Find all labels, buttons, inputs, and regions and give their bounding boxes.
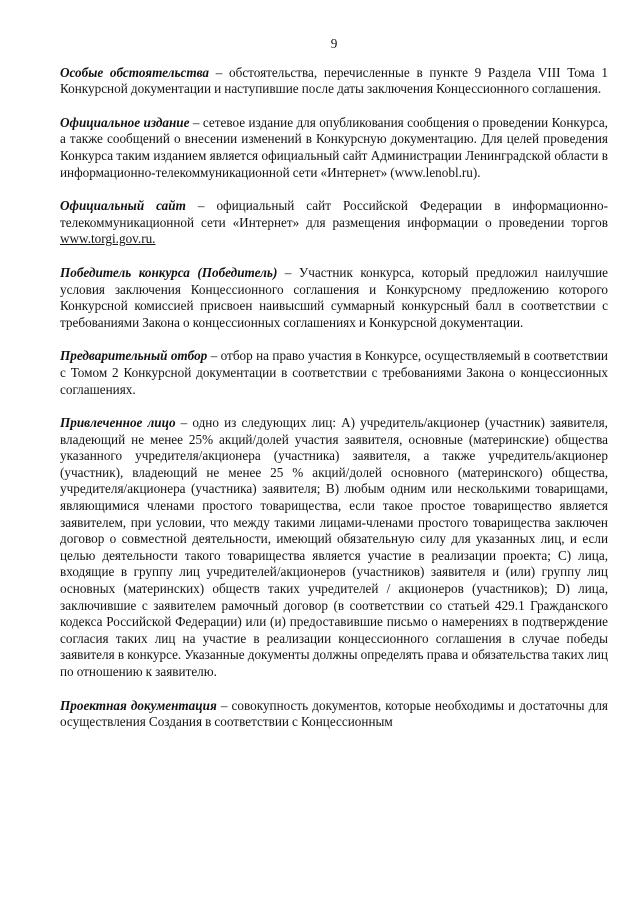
- definition-text: сетевое издание для опубликования сообщения о проведении Конкурса, а также сообщений о внесении изменений в Конкурсную документацию. Для целей проведения Конкурса таким изданием является официальный сайт Администрации Ленинградской области в информационно-телекоммуникационной сети «Интернет» (www.lenobl.ru).: [60, 114, 608, 180]
- definition-separator: –: [207, 348, 221, 364]
- definition-term: Официальный сайт: [60, 198, 186, 214]
- definition-term: Победитель конкурса (Победитель): [60, 264, 278, 280]
- torgi-link[interactable]: www.torgi.gov.ru.: [60, 231, 156, 247]
- definition-term: Предварительный отбор: [60, 348, 208, 364]
- definition-separator: –: [209, 64, 230, 80]
- definition-special-circumstances: [60, 65, 608, 98]
- definition-preliminary-selection: [60, 348, 608, 398]
- definition-text: официальный сайт Российской Федерации в информационно-телекоммуникационной сети «Интернет» для размещения информации о проведении торгов: [60, 198, 608, 230]
- definition-text: совокупность документов, которые необходимы и достаточны для осуществления Создания в соответствии с Концессионным: [60, 697, 608, 730]
- page-number: 9: [330, 36, 338, 51]
- definition-official-publication: [60, 115, 608, 181]
- definition-text: обстоятельства, перечисленные в пункте 9 Раздела VIII Тома 1 Конкурсной документации и наступившие после даты заключения Концессионного соглашения.: [60, 64, 609, 97]
- definition-separator: –: [277, 264, 299, 280]
- definition-text: отбор на право участия в Конкурсе, осуществляемый в соответствии с Томом 2 Конкурсной документации в соответствии с требованиями Закона о концессионных соглашениях.: [60, 348, 608, 397]
- definition-separator: –: [216, 697, 232, 713]
- definition-text: одно из следующих лиц: А) учредитель/акционер (участник) заявителя, владеющий не менее 25% акций/долей участия заявителя, основные (материнские) общества указанного учредителя/акционера (участника) заявителя, а также учредитель/акционер (участник), владеющий не менее 25 % акций/долей основного (материнского) общества, учредителя/акционера (участника) заявителя; В) любым одним или несколькими товарищами, являющимися членами простого товарищества, если такое простое товарищество является заявителем, при условии, что между такими лицами-членами простого товарищества заключен договор о совместной деятельности, имеющий обязательную силу для указанных лиц, и если целью деятельности такого товарищества является участие в реализации проекта; С) лица, входящие в группу лиц учредителей/акционеров (участников) заявителя и (или) группу лиц основных (материнских) обществ таких учредителей / акционеров (участников); D) лица, заключившие с заявителем рамочный договор (в соответствии со статьей 429.1 Гражданского кодекса Российской Федерации) или (и) предоставившие письмо о намерениях в подтверждение согласия таких лиц на участие в реализации концессионного соглашения в случае победы заявителя в конкурсе. Указанные документы должны определять права и обязательства таких лиц по отношению к заявителю.: [60, 415, 608, 679]
- definition-contest-winner: [60, 265, 608, 331]
- definition-term: Привлеченное лицо: [60, 415, 176, 431]
- definition-project-documentation: [60, 698, 608, 731]
- definition-official-site: [60, 198, 608, 248]
- definition-term: Особые обстоятельства: [60, 64, 209, 80]
- definition-separator: –: [185, 198, 217, 214]
- definition-separator: –: [175, 415, 193, 431]
- definition-involved-person: [60, 415, 608, 681]
- definition-term: Официальное издание: [60, 114, 190, 130]
- definition-text: Участник конкурса, который предложил наилучшие условия заключения Концессионного соглашения и Конкурсному предложению которого Конкурсной комиссией присвоен наивысший суммарный конкурсный балл в соответствии с требованиями Закона о концессионных соглашениях и Конкурсной документации.: [60, 264, 609, 330]
- definition-term: Проектная документация: [60, 697, 217, 713]
- definition-separator: –: [189, 114, 203, 130]
